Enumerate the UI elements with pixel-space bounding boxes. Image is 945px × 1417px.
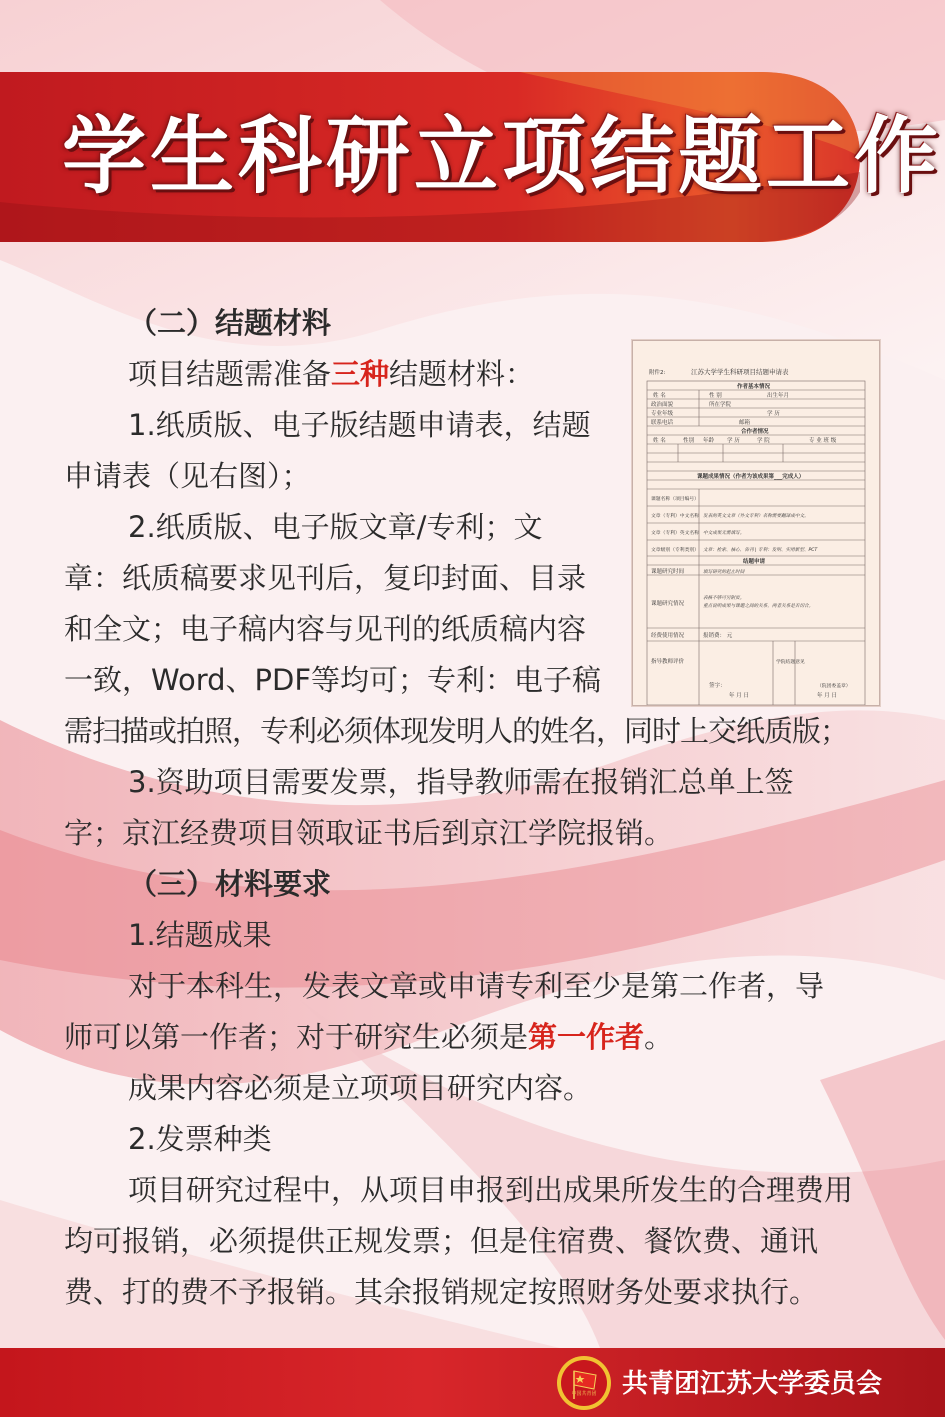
form-major-label: 专业年级 — [651, 411, 674, 417]
item-3-line-2: 字；京江经费项目领取证书后到京江学院报销。 — [64, 816, 674, 850]
req-1-title: 1.结题成果 — [128, 918, 272, 952]
form-degree-label: 学 历 — [767, 411, 780, 417]
form-apply-time-note: 填写研究的起止时间 — [703, 570, 745, 575]
req-2-line-3: 费、打的费不予报销。其余报销规定按照财务处要求执行。 — [64, 1275, 819, 1309]
form-coop-col-1: 姓 名 — [653, 438, 666, 444]
intro-text: 项目结题需准备 — [128, 357, 332, 391]
form-college-date: 年 月 日 — [817, 693, 837, 699]
form-coop-col-3: 年龄 — [703, 438, 715, 444]
req-1-period: 。 — [644, 1020, 674, 1054]
page-title: 学生科研立项结题工作 — [62, 107, 943, 205]
item-3-line-1: 3.资助项目需要发票，指导教师需在报销汇总单上签 — [128, 765, 794, 799]
form-coop-col-4: 学 历 — [727, 438, 740, 444]
form-apply-status-note-1: 表格不够可另附页。 — [703, 596, 745, 601]
form-result-en-note: 中文成果无需填写。 — [703, 531, 745, 536]
form-coop-col-6: 专 业 班 级 — [809, 438, 837, 444]
form-apply-fund-note: 报销费： 元 — [703, 633, 733, 639]
form-section-author: 作者基本情况 — [737, 384, 771, 390]
item-2-line-4: 一致，Word、PDF等均可；专利：电子稿 — [64, 663, 602, 697]
req-2-line-1: 项目研究过程中，从项目申报到出成果所发生的合理费用 — [128, 1173, 854, 1207]
intro-emphasis: 三种 — [331, 357, 390, 391]
form-result-level-note: 文章：检索、核心、省刊 | 专利：发明、实用新型、PCT — [703, 548, 818, 553]
application-form-thumbnail — [632, 340, 880, 706]
form-apply-status-note-2: 重点说明成果与课题之间的关系，两者关系是否切合。 — [703, 604, 814, 609]
req-1-emphasis: 第一作者 — [528, 1020, 645, 1054]
form-apply-fund: 经费使用情况 — [651, 633, 685, 639]
form-section-result: 课题成果情况（作者为该成果第___完成人） — [697, 474, 805, 480]
emblem-text: 中国共青团 — [571, 1391, 597, 1397]
form-coop-col-5: 学 院 — [757, 438, 770, 444]
item-2-line-3: 和全文；电子稿内容与见刊的纸质稿内容 — [64, 612, 587, 646]
form-result-en: 文章（专利）英文名称 — [651, 531, 699, 536]
form-birth-label: 出生年月 — [767, 393, 790, 399]
form-email-label: 邮箱 — [739, 420, 751, 426]
form-section-apply: 结题申请 — [743, 559, 766, 565]
form-college-label: 所在学院 — [709, 402, 732, 408]
organization-name: 共青团江苏大学委员会 — [622, 1369, 883, 1399]
form-result-cn-note: 发表的英文文章（外文专利）名称需要翻译成中文。 — [703, 514, 809, 519]
youth-league-emblem-icon — [556, 1355, 612, 1411]
form-result-level: 文章级别（专利类别） — [651, 548, 699, 553]
form-result-cn: 文章（专利）中文名称 — [651, 514, 699, 519]
form-gender-label: 性 别 — [709, 393, 722, 399]
form-coop-col-2: 性别 — [683, 438, 695, 444]
req-1-line-1: 对于本科生，发表文章或申请专利至少是第二作者，导 — [128, 969, 825, 1003]
intro-text-end: 结题材料： — [389, 357, 535, 391]
section-heading-requirements: （三）材料要求 — [128, 867, 332, 901]
item-2-line-1: 2.纸质版、电子版文章/专利；文 — [128, 510, 543, 544]
form-teacher-eval: 指导教师评价 — [651, 659, 685, 665]
item-2-line-5: 需扫描或拍照，专利必须体现发明人的姓名，同时上交纸质版； — [64, 714, 849, 748]
form-section-coop: 合作者情况 — [741, 429, 769, 435]
intro-paragraph — [64, 349, 616, 400]
section-heading-materials: （二）结题材料 — [128, 306, 332, 340]
form-name-label: 姓 名 — [653, 393, 666, 399]
form-politics-label: 政治面貌 — [651, 402, 674, 408]
form-teacher-sign: 签字： — [709, 683, 726, 689]
form-teacher-date: 年 月 日 — [729, 693, 749, 699]
form-apply-time: 课题研究时间 — [651, 569, 685, 575]
form-college-seal: （院团委盖章） — [817, 684, 851, 689]
req-1-line-3: 成果内容必须是立项项目研究内容。 — [128, 1071, 593, 1105]
req-2-line-2: 均可报销，必须提供正规发票；但是住宿费、餐饮费、通讯 — [64, 1224, 819, 1258]
req-1-text: 师可以第一作者；对于研究生必须是 — [64, 1020, 529, 1054]
form-table — [633, 341, 879, 705]
item-1-line-2: 申请表（见右图）； — [64, 459, 311, 493]
form-apply-status: 课题研究情况 — [651, 601, 685, 607]
req-2-title: 2.发票种类 — [128, 1122, 272, 1156]
req-1-line-2 — [64, 1012, 884, 1063]
form-college-opinion: 学院结题意见 — [776, 660, 805, 665]
item-1-line-1: 1.纸质版、电子版结题申请表，结题 — [128, 408, 591, 442]
form-phone-label: 联系电话 — [651, 420, 674, 426]
form-attachment-label: 附件2: — [649, 370, 666, 376]
form-title: 江苏大学学生科研项目结题申请表 — [691, 368, 789, 376]
item-2-line-2: 章：纸质稿要求见刊后，复印封面、目录 — [64, 561, 587, 595]
form-result-name: 课题名称（项目编号） — [651, 497, 699, 502]
